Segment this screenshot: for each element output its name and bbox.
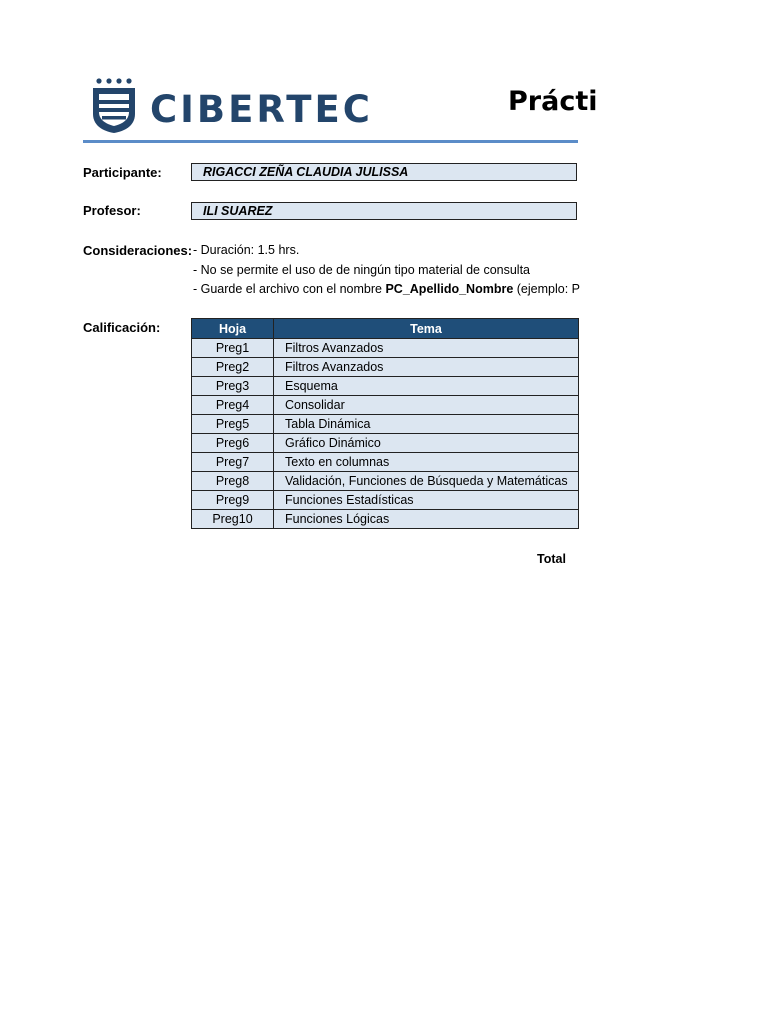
header-divider — [83, 140, 578, 143]
hoja-cell[interactable]: Preg10 — [192, 510, 274, 529]
table-row — [192, 434, 579, 453]
header-hoja: Hoja — [192, 319, 274, 339]
consideracion-duracion: - Duración: 1.5 hrs. — [193, 243, 300, 257]
hoja-cell[interactable]: Preg1 — [192, 339, 274, 358]
table-row — [192, 472, 579, 491]
tema-cell[interactable]: Consolidar — [274, 396, 579, 415]
table-row — [192, 510, 579, 529]
archivo-nombre: PC_Apellido_Nombre — [385, 282, 514, 296]
table-header-row — [192, 319, 579, 339]
tema-cell[interactable]: Gráfico Dinámico — [274, 434, 579, 453]
tema-cell[interactable]: Filtros Avanzados — [274, 339, 579, 358]
participante-field[interactable]: RIGACCI ZEÑA CLAUDIA JULISSA — [191, 163, 577, 181]
header-tema: Tema — [274, 319, 579, 339]
tema-cell[interactable]: Funciones Estadísticas — [274, 491, 579, 510]
hoja-cell[interactable]: Preg4 — [192, 396, 274, 415]
hoja-cell[interactable]: Preg7 — [192, 453, 274, 472]
calificacion-table — [191, 318, 579, 529]
table-row — [192, 453, 579, 472]
table-row — [192, 358, 579, 377]
profesor-label: Profesor: — [83, 203, 141, 218]
consideraciones-label: Consideraciones: — [83, 243, 193, 258]
hoja-cell[interactable]: Preg6 — [192, 434, 274, 453]
cibertec-logo — [90, 76, 373, 136]
hoja-cell[interactable]: Preg9 — [192, 491, 274, 510]
archivo-prefix: - Guarde el archivo con el nombre — [193, 282, 386, 296]
tema-cell[interactable]: Texto en columnas — [274, 453, 579, 472]
consideracion-material: - No se permite el uso de de ningún tipo material de consulta — [193, 263, 530, 277]
table-row — [192, 377, 579, 396]
table-row — [192, 339, 579, 358]
tema-cell[interactable]: Funciones Lógicas — [274, 510, 579, 529]
table-row — [192, 491, 579, 510]
tema-cell[interactable]: Filtros Avanzados — [274, 358, 579, 377]
total-label: Total — [537, 552, 566, 566]
page-title: Prácti — [508, 86, 598, 117]
hoja-cell[interactable]: Preg8 — [192, 472, 274, 491]
hoja-cell[interactable]: Preg5 — [192, 415, 274, 434]
table-row — [192, 396, 579, 415]
hoja-cell[interactable]: Preg2 — [192, 358, 274, 377]
shield-icon — [90, 76, 142, 136]
brand-wordmark: CIBERTEC — [150, 88, 373, 131]
participante-label: Participante: — [83, 165, 162, 180]
tema-cell[interactable]: Validación, Funciones de Búsqueda y Matemáticas — [274, 472, 579, 491]
archivo-suffix: (ejemplo: P — [513, 282, 580, 296]
consideracion-archivo — [193, 282, 580, 296]
table-row — [192, 415, 579, 434]
hoja-cell[interactable]: Preg3 — [192, 377, 274, 396]
tema-cell[interactable]: Tabla Dinámica — [274, 415, 579, 434]
calificacion-label: Calificación: — [83, 320, 161, 335]
tema-cell[interactable]: Esquema — [274, 377, 579, 396]
profesor-field[interactable]: ILI SUAREZ — [191, 202, 577, 220]
